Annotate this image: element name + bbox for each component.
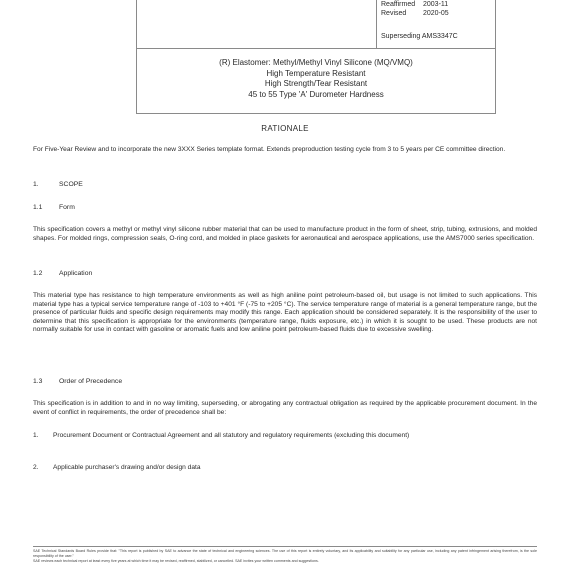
form-title: Form xyxy=(59,204,75,211)
application-text: This material type has resistance to high temperature environments as well as high aniline point petroleum-based oil, but usage is not limited to such applications. This material type has a typical service temperature range of -103 to +401 °F (-75 to +205 °C). The service temperature range of material is a general temperature range, but the presence of particular fluids and specific design requirements may modify this range. Each application should be considered separately. It is the responsibility of the user to determine that this specification is appropriate for the environments (temperature range, fluids exposure, etc.) in which it is sought to be used. These products are not normally suitable for use in contact with gasoline or aromatic fuels and low aniline point petroleum-based fluids due to excessive swelling. xyxy=(33,292,537,334)
revision-dates xyxy=(381,0,449,18)
scope-number: 1. xyxy=(33,181,39,188)
item-2-text: Applicable purchaser's drawing and/or design data xyxy=(53,464,201,471)
item-1-text: Procurement Document or Contractual Agreement and all statutory and regulatory requirements (excluding this document) xyxy=(53,432,410,439)
footer-notice-2: SAE reviews each technical report at least every five years at which time it may be revised, reaffirmed, stabilized, or cancelled. SAE invites your written comments and suggestions. xyxy=(33,559,319,563)
order-title: Order of Precedence xyxy=(59,378,123,385)
title-line-1: (R) Elastomer: Methyl/Methyl Vinyl Silicone (MQ/VMQ) xyxy=(219,58,413,67)
title-box xyxy=(136,48,496,114)
reaffirmed-label: Reaffirmed xyxy=(381,1,416,8)
item-1-number: 1. xyxy=(33,432,39,439)
header-divider xyxy=(376,0,377,48)
form-text: This specification covers a methyl or methyl vinyl silicone rubber material that can be used to manufacture product in the form of sheet, strip, tubing, extrusions, and molded shapes. For molded rings, compression seals, O-ring cord, and molded in place gaskets for aeronautical and aerospace applications, use the AMS7000 series specification. xyxy=(33,226,537,242)
footer-notice-1: SAE Technical Standards Board Rules provide that: "This report is published by SAE to advance the state of technical and engineering sciences. The use of this report is entirely voluntary, and its applicability and suitability for any particular use, including any patent infringement arising therefrom, is the sole responsibility of the user." xyxy=(33,549,537,558)
title-line-3: High Strength/Tear Resistant xyxy=(264,79,368,88)
rationale-text: For Five-Year Review and to incorporate the new 3XXX Series template format. Extends preproduction testing cycle from 3 to 5 years per CE committee direction. xyxy=(33,146,506,153)
application-number: 1.2 xyxy=(33,270,43,277)
application-title: Application xyxy=(59,270,93,277)
precedence-item-1 xyxy=(33,432,537,441)
scope-title: SCOPE xyxy=(59,181,83,188)
order-text: This specification is in addition to and in no way limiting, superseding, or abrogating any contractual obligation as required by the applicable procurement document. In the event of conflict in requirements, the order of precedence shall be: xyxy=(33,400,537,416)
header-box xyxy=(136,0,496,49)
application-heading xyxy=(33,270,92,277)
title-line-4: 45 to 55 Type 'A' Durometer Hardness xyxy=(248,89,384,99)
order-heading xyxy=(33,378,122,385)
item-2-number: 2. xyxy=(33,464,39,471)
title-line-2: High Temperature Resistant xyxy=(266,68,366,78)
superseding-note: Superseding AMS3347C xyxy=(381,33,458,40)
precedence-item-2 xyxy=(33,464,537,473)
form-heading xyxy=(33,204,75,211)
revised-date: 2020-05 xyxy=(423,10,449,17)
footer-rule xyxy=(33,546,537,547)
order-number: 1.3 xyxy=(33,378,43,385)
scope-heading xyxy=(33,181,83,188)
reaffirmed-date: 2003-11 xyxy=(423,1,449,8)
revised-label: Revised xyxy=(381,10,407,17)
rationale-heading: RATIONALE xyxy=(261,124,309,133)
form-number: 1.1 xyxy=(33,204,43,211)
